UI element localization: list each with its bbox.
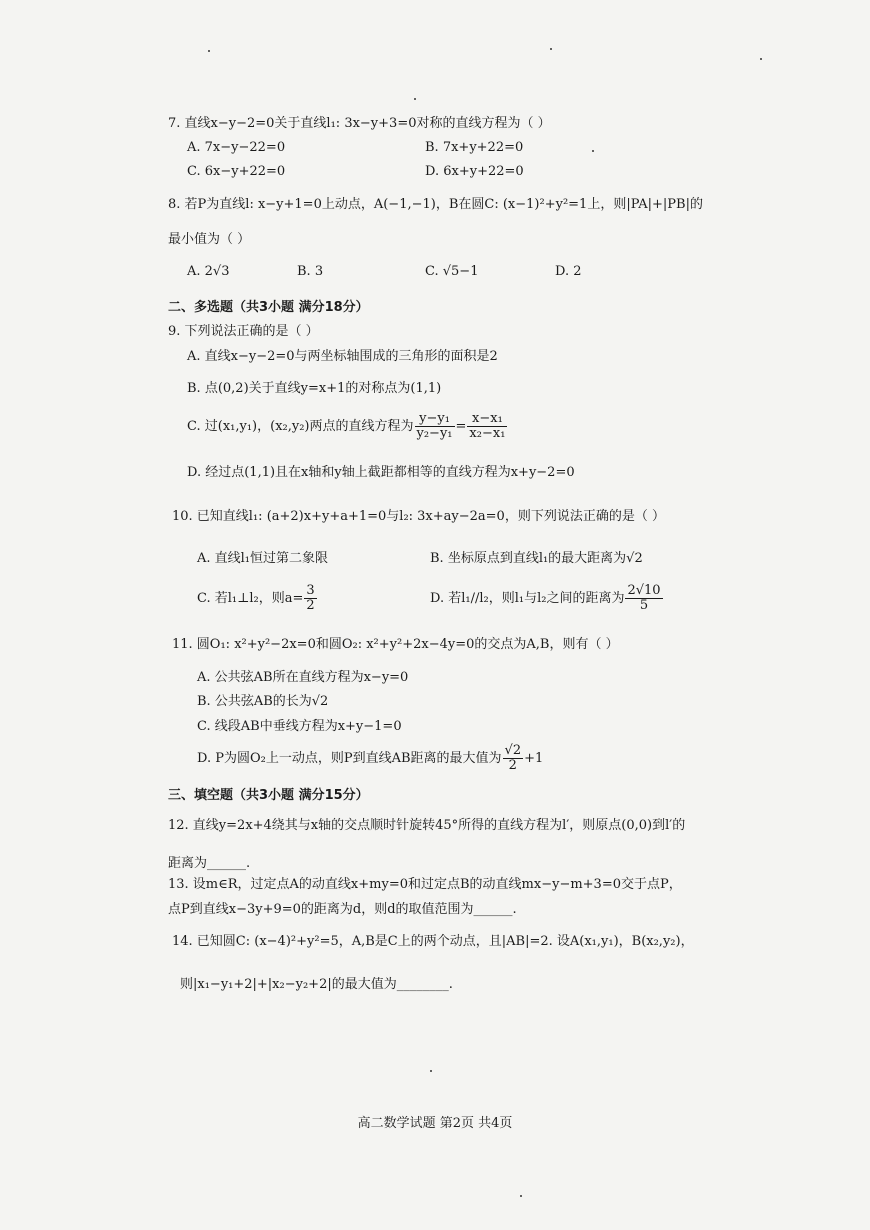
q8-option-c: C. √5−1 bbox=[425, 264, 479, 279]
q7-option-d: D. 6x+y+22=0 bbox=[425, 164, 524, 179]
q10-fraction-distance-denominator: 5 bbox=[639, 598, 649, 613]
q10-option-a: A. 直线l₁恒过第二象限 bbox=[197, 551, 329, 566]
q9-option-b: B. 点(0,2)关于直线y=x+1的对称点为(1,1) bbox=[187, 381, 442, 396]
q9-option-c-text: C. 过(x₁,y₁)，(x₂,y₂)两点的直线方程为 bbox=[187, 419, 414, 434]
q10-option-d-text: D. 若l₁//l₂，则l₁与l₂之间的距离为 bbox=[430, 591, 625, 606]
q10-fraction-distance bbox=[625, 584, 662, 613]
q11-fraction-numerator: √2 bbox=[504, 743, 522, 758]
q12-line2: 距离为______. bbox=[168, 856, 251, 871]
q10-option-b: B. 坐标原点到直线l₁的最大距离为√2 bbox=[430, 551, 643, 566]
q9-fraction-x bbox=[467, 412, 507, 441]
q10-fraction-a-numerator: 3 bbox=[306, 583, 315, 598]
q7-option-b: B. 7x+y+22=0 bbox=[425, 140, 524, 155]
q12-line1: 12. 直线y=2x+4绕其与x轴的交点顺时针旋转45°所得的直线方程为l′，则原点(0,0)到l′的 bbox=[168, 818, 686, 833]
q11-stem: 11. 圆O₁: x²+y²−2x=0和圆O₂: x²+y²+2x−4y=0的交点为A,B，则有（ ） bbox=[172, 637, 619, 652]
section-fill-blank-heading: 三、填空题（共3小题 满分15分） bbox=[168, 788, 369, 803]
scan-speck bbox=[430, 1070, 432, 1072]
q7-option-a: A. 7x−y−22=0 bbox=[187, 140, 286, 155]
q11-option-a: A. 公共弦AB所在直线方程为x−y=0 bbox=[197, 670, 409, 685]
q7-stem: 7. 直线x−y−2=0关于直线l₁: 3x−y+3=0对称的直线方程为（ ） bbox=[168, 116, 551, 131]
q9-option-a: A. 直线x−y−2=0与两坐标轴围成的三角形的面积是2 bbox=[187, 349, 498, 364]
q9-option-d: D. 经过点(1,1)且在x轴和y轴上截距都相等的直线方程为x+y−2=0 bbox=[187, 465, 575, 480]
q7-option-c: C. 6x−y+22=0 bbox=[187, 164, 286, 179]
q11-fraction bbox=[503, 744, 524, 773]
scan-speck bbox=[520, 1195, 522, 1197]
q8-option-d: D. 2 bbox=[555, 264, 582, 279]
q13-line2: 点P到直线x−3y+9=0的距离为d，则d的取值范围为______. bbox=[168, 902, 517, 917]
q9-fraction-y-denominator: y₂−y₁ bbox=[416, 426, 453, 441]
q11-option-b: B. 公共弦AB的长为√2 bbox=[197, 694, 329, 709]
q11-option-d-text: D. P为圆O₂上一动点，则P到直线AB距离的最大值为 bbox=[197, 751, 502, 766]
q10-option-d bbox=[430, 584, 664, 613]
q11-option-c: C. 线段AB中垂线方程为x+y−1=0 bbox=[197, 719, 402, 734]
scan-speck bbox=[208, 50, 210, 52]
q10-fraction-a bbox=[304, 584, 316, 613]
q14-line2: 则|x₁−y₁+2|+|x₂−y₂+2|的最大值为________. bbox=[180, 977, 453, 992]
q9-equals: = bbox=[455, 419, 467, 434]
scan-speck bbox=[414, 98, 416, 100]
q11-fraction-denominator: 2 bbox=[508, 758, 517, 773]
q10-option-c-text: C. 若l₁⊥l₂，则a= bbox=[197, 591, 304, 606]
q11-option-d bbox=[197, 744, 543, 773]
q9-fraction-x-numerator: x−x₁ bbox=[467, 412, 507, 427]
q8-stem-cont: 最小值为（ ） bbox=[168, 232, 251, 247]
q8-option-b: B. 3 bbox=[297, 264, 324, 279]
q10-stem: 10. 已知直线l₁: (a+2)x+y+a+1=0与l₂: 3x+ay−2a=0，则下列说法正确的是（ ） bbox=[172, 509, 665, 524]
q10-fraction-a-denominator: 2 bbox=[306, 598, 315, 613]
q8-stem: 8. 若P为直线l: x−y+1=0上动点，A(−1,−1)，B在圆C: (x−1)²+y²=1上，则|PA|+|PB|的 bbox=[168, 197, 703, 212]
q9-option-c bbox=[187, 412, 508, 441]
section-multiple-choice-heading: 二、多选题（共3小题 满分18分） bbox=[168, 300, 369, 315]
q9-stem: 9. 下列说法正确的是（ ） bbox=[168, 324, 319, 339]
scan-speck bbox=[550, 48, 552, 50]
scan-speck bbox=[760, 58, 762, 60]
q14-line1: 14. 已知圆C: (x−4)²+y²=5，A,B是C上的两个动点，且|AB|=2. 设A(x₁,y₁)，B(x₂,y₂)， bbox=[172, 934, 694, 949]
q13-line1: 13. 设m∈R，过定点A的动直线x+my=0和过定点B的动直线mx−y−m+3=0交于点P， bbox=[168, 877, 682, 892]
q9-fraction-x-denominator: x₂−x₁ bbox=[469, 426, 506, 441]
scan-speck bbox=[592, 150, 594, 152]
q8-option-a: A. 2√3 bbox=[187, 264, 230, 279]
q11-option-d-suffix: +1 bbox=[524, 751, 544, 766]
page-footer: 高二数学试题 第2页 共4页 bbox=[357, 1116, 513, 1131]
q10-option-c bbox=[197, 584, 318, 613]
q9-fraction-y-numerator: y−y₁ bbox=[415, 412, 455, 427]
q10-fraction-distance-numerator: 2√10 bbox=[627, 583, 661, 598]
q9-fraction-y bbox=[415, 412, 455, 441]
